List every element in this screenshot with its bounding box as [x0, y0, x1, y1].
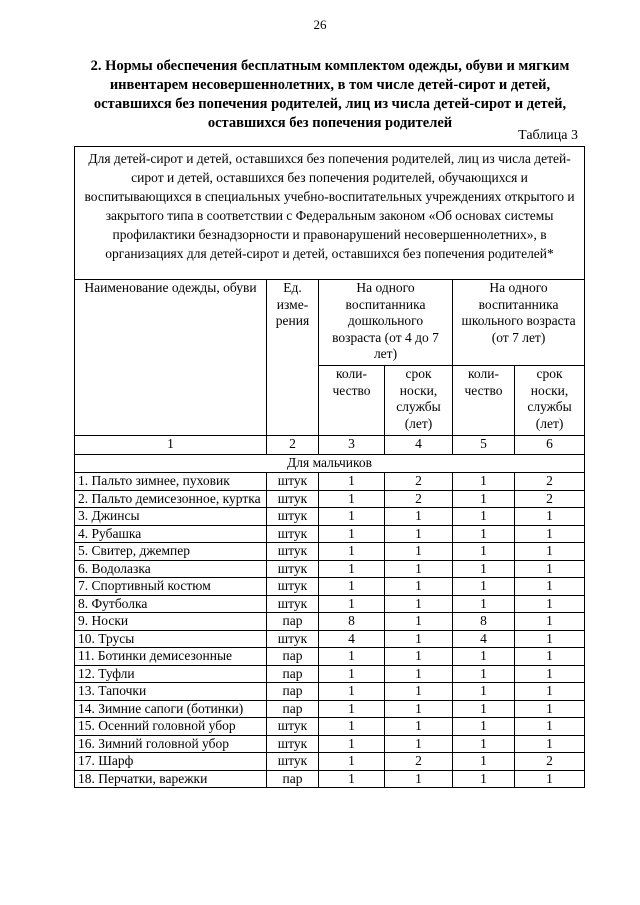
school-qty-cell: 1: [453, 735, 515, 753]
preschool-term-cell: 1: [385, 683, 453, 701]
header-row-1: [75, 280, 585, 366]
preschool-term-cell: 1: [385, 718, 453, 736]
school-qty-cell: 1: [453, 525, 515, 543]
item-unit-cell: штук: [267, 718, 319, 736]
header-preschool: На одного воспитанника дошкольного возраста (от 4 до 7 лет): [319, 280, 453, 366]
preschool-term-cell: 2: [385, 490, 453, 508]
section-heading: 2. Нормы обеспечения бесплатным комплектом одежды, обуви и мягким инвентарем несовершеннолетних, в том числе детей-сирот и детей, оставшихся без попечения родителей, лиц из числа детей-сирот и детей, оставшихся без попечения родителей: [90, 58, 570, 131]
preschool-qty-cell: 1: [319, 473, 385, 491]
preschool-qty-cell: 4: [319, 630, 385, 648]
item-unit-cell: штук: [267, 508, 319, 526]
preschool-qty-cell: 1: [319, 543, 385, 561]
column-number: 1: [75, 436, 267, 455]
item-unit-cell: пар: [267, 700, 319, 718]
item-name-cell: 11. Ботинки демисезонные: [75, 648, 267, 666]
preschool-term-cell: 1: [385, 560, 453, 578]
item-name-cell: 14. Зимние сапоги (ботинки): [75, 700, 267, 718]
school-term-cell: 1: [515, 630, 585, 648]
table-row: [75, 718, 585, 736]
header-preschool-term: срок носки, службы (лет): [385, 366, 453, 436]
preschool-term-cell: 1: [385, 543, 453, 561]
header-unit: Ед. изме-рения: [267, 280, 319, 436]
table-row: [75, 648, 585, 666]
preschool-term-cell: 1: [385, 578, 453, 596]
header-preschool-qty: коли-чество: [319, 366, 385, 436]
school-qty-cell: 1: [453, 770, 515, 788]
school-qty-cell: 1: [453, 718, 515, 736]
table-row: [75, 578, 585, 596]
column-numbers-row: [75, 436, 585, 455]
school-term-cell: 1: [515, 578, 585, 596]
group-row-boys: [75, 455, 585, 473]
preschool-term-cell: 2: [385, 753, 453, 771]
table-row: [75, 543, 585, 561]
preschool-qty-cell: 1: [319, 578, 385, 596]
preschool-term-cell: 1: [385, 665, 453, 683]
preschool-qty-cell: 1: [319, 770, 385, 788]
school-qty-cell: 1: [453, 683, 515, 701]
school-term-cell: 1: [515, 735, 585, 753]
group-title: Для мальчиков: [75, 455, 585, 473]
school-qty-cell: 1: [453, 753, 515, 771]
school-term-cell: 1: [515, 525, 585, 543]
item-unit-cell: штук: [267, 595, 319, 613]
column-number: 5: [453, 436, 515, 455]
item-name-cell: 1. Пальто зимнее, пуховик: [75, 473, 267, 491]
item-name-cell: 10. Трусы: [75, 630, 267, 648]
table-intro-text: Для детей-сирот и детей, оставшихся без попечения родителей, лиц из числа детей-сирот и детей, оставшихся без попечения родителей, обучающихся и воспитывающихся в специальных учебно-воспитательных учреждениях открытого и закрытого типа в соответствии с Федеральным законом «Об основах системы профилактики безнадзорности и правонарушений несовершеннолетних», в организациях для детей-сирот и детей, оставшихся без попечения родителей*: [75, 147, 585, 280]
school-term-cell: 2: [515, 473, 585, 491]
school-term-cell: 2: [515, 753, 585, 771]
school-qty-cell: 1: [453, 648, 515, 666]
school-term-cell: 1: [515, 613, 585, 631]
header-school-term: срок носки, службы (лет): [515, 366, 585, 436]
item-unit-cell: пар: [267, 665, 319, 683]
school-term-cell: 2: [515, 490, 585, 508]
preschool-qty-cell: 1: [319, 595, 385, 613]
item-unit-cell: пар: [267, 613, 319, 631]
item-name-cell: 5. Свитер, джемпер: [75, 543, 267, 561]
school-term-cell: 1: [515, 648, 585, 666]
table-row: [75, 630, 585, 648]
preschool-term-cell: 1: [385, 648, 453, 666]
header-school: На одного воспитанника школьного возраста (от 7 лет): [453, 280, 585, 366]
school-qty-cell: 1: [453, 508, 515, 526]
table-row: [75, 753, 585, 771]
preschool-qty-cell: 1: [319, 490, 385, 508]
school-qty-cell: 1: [453, 665, 515, 683]
item-name-cell: 15. Осенний головной убор: [75, 718, 267, 736]
table-row: [75, 700, 585, 718]
item-name-cell: 8. Футболка: [75, 595, 267, 613]
school-term-cell: 1: [515, 770, 585, 788]
table-row: [75, 595, 585, 613]
preschool-term-cell: 1: [385, 508, 453, 526]
item-name-cell: 2. Пальто демисезонное, куртка: [75, 490, 267, 508]
table-row: [75, 735, 585, 753]
intro-row: [75, 147, 585, 280]
table-row: [75, 613, 585, 631]
item-unit-cell: штук: [267, 630, 319, 648]
column-number: 3: [319, 436, 385, 455]
preschool-term-cell: 1: [385, 735, 453, 753]
item-unit-cell: пар: [267, 683, 319, 701]
school-qty-cell: 4: [453, 630, 515, 648]
preschool-term-cell: 1: [385, 630, 453, 648]
school-term-cell: 1: [515, 683, 585, 701]
school-term-cell: 1: [515, 560, 585, 578]
item-name-cell: 12. Туфли: [75, 665, 267, 683]
school-term-cell: 1: [515, 700, 585, 718]
table-row: [75, 508, 585, 526]
column-number: 4: [385, 436, 453, 455]
header-school-qty: коли-чество: [453, 366, 515, 436]
school-qty-cell: 1: [453, 560, 515, 578]
preschool-qty-cell: 1: [319, 648, 385, 666]
item-unit-cell: штук: [267, 473, 319, 491]
school-qty-cell: 1: [453, 578, 515, 596]
header-name: Наименование одежды, обуви: [75, 280, 267, 436]
preschool-qty-cell: 1: [319, 718, 385, 736]
preschool-qty-cell: 8: [319, 613, 385, 631]
preschool-qty-cell: 1: [319, 753, 385, 771]
item-name-cell: 7. Спортивный костюм: [75, 578, 267, 596]
item-unit-cell: штук: [267, 525, 319, 543]
table-row: [75, 683, 585, 701]
school-term-cell: 1: [515, 595, 585, 613]
preschool-term-cell: 2: [385, 473, 453, 491]
item-unit-cell: штук: [267, 490, 319, 508]
preschool-qty-cell: 1: [319, 508, 385, 526]
school-qty-cell: 1: [453, 490, 515, 508]
item-unit-cell: пар: [267, 648, 319, 666]
school-qty-cell: 1: [453, 473, 515, 491]
item-name-cell: 4. Рубашка: [75, 525, 267, 543]
item-unit-cell: штук: [267, 560, 319, 578]
page-number: 26: [313, 17, 327, 32]
preschool-qty-cell: 1: [319, 560, 385, 578]
column-number: 2: [267, 436, 319, 455]
school-term-cell: 1: [515, 543, 585, 561]
school-term-cell: 1: [515, 665, 585, 683]
clothing-norms-table: [74, 146, 585, 788]
item-name-cell: 13. Тапочки: [75, 683, 267, 701]
school-qty-cell: 8: [453, 613, 515, 631]
item-name-cell: 17. Шарф: [75, 753, 267, 771]
preschool-term-cell: 1: [385, 700, 453, 718]
school-qty-cell: 1: [453, 700, 515, 718]
school-qty-cell: 1: [453, 543, 515, 561]
item-unit-cell: пар: [267, 770, 319, 788]
item-unit-cell: штук: [267, 753, 319, 771]
item-unit-cell: штук: [267, 578, 319, 596]
preschool-qty-cell: 1: [319, 525, 385, 543]
table-label: Таблица 3: [518, 128, 578, 143]
table-row: [75, 473, 585, 491]
preschool-term-cell: 1: [385, 770, 453, 788]
item-name-cell: 9. Носки: [75, 613, 267, 631]
preschool-qty-cell: 1: [319, 665, 385, 683]
preschool-qty-cell: 1: [319, 735, 385, 753]
table-row: [75, 490, 585, 508]
preschool-qty-cell: 1: [319, 700, 385, 718]
item-name-cell: 18. Перчатки, варежки: [75, 770, 267, 788]
school-qty-cell: 1: [453, 595, 515, 613]
item-name-cell: 6. Водолазка: [75, 560, 267, 578]
table-row: [75, 665, 585, 683]
item-unit-cell: штук: [267, 543, 319, 561]
item-name-cell: 3. Джинсы: [75, 508, 267, 526]
item-unit-cell: штук: [267, 735, 319, 753]
table-row: [75, 525, 585, 543]
preschool-qty-cell: 1: [319, 683, 385, 701]
school-term-cell: 1: [515, 508, 585, 526]
table-row: [75, 560, 585, 578]
preschool-term-cell: 1: [385, 525, 453, 543]
column-number: 6: [515, 436, 585, 455]
school-term-cell: 1: [515, 718, 585, 736]
preschool-term-cell: 1: [385, 595, 453, 613]
item-name-cell: 16. Зимний головной убор: [75, 735, 267, 753]
table-row: [75, 770, 585, 788]
preschool-term-cell: 1: [385, 613, 453, 631]
